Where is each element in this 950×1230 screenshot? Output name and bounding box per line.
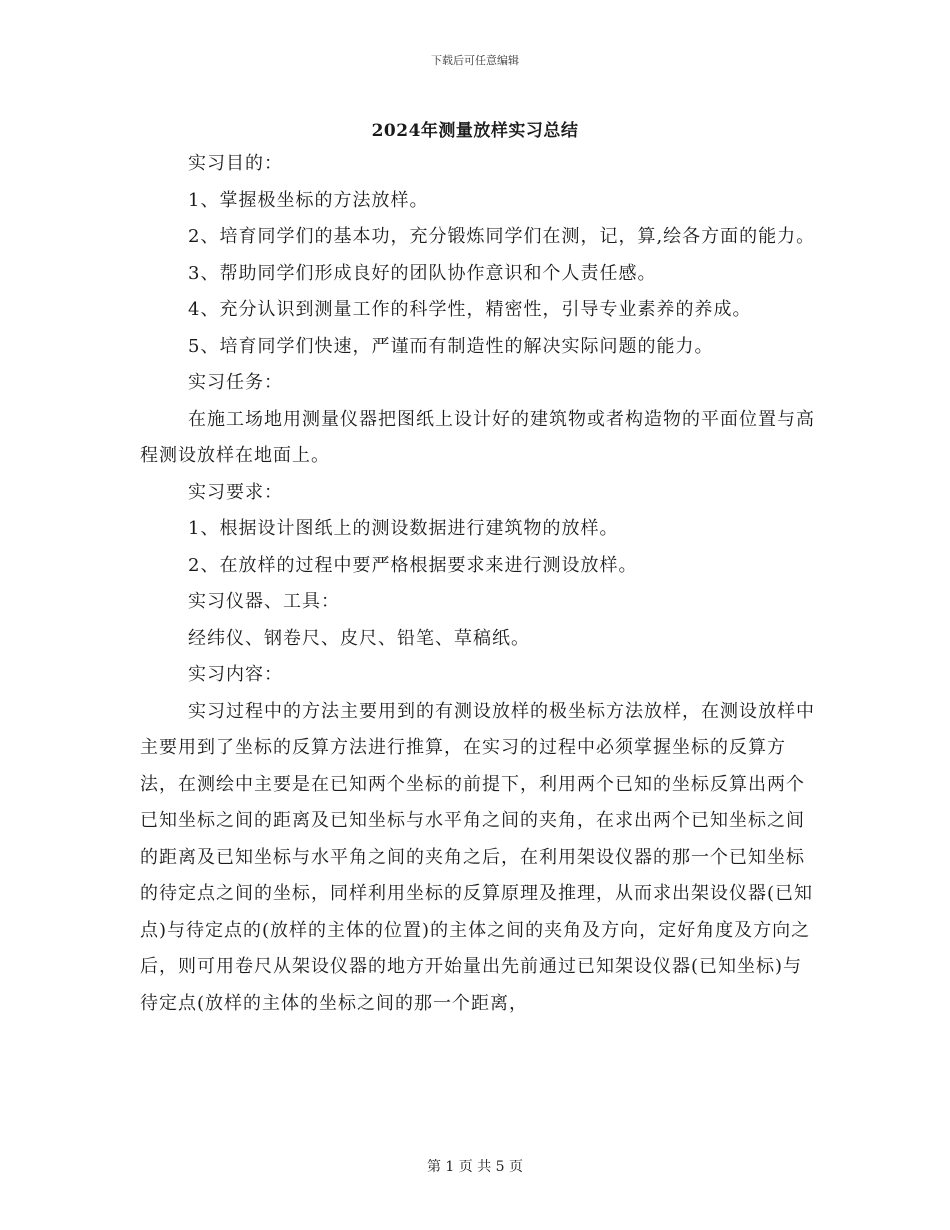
paragraph: 3、帮助同学们形成良好的团队协作意识和个人责任感。 — [188, 262, 657, 284]
paragraph: 实习过程中的方法主要用到的有测设放样的极坐标方法放样，在测设放样中主要用到了坐标的反算方法进行推算，在实习的过程中必须掌握坐标的反算方法，在测绘中主要是在已知两个坐标的前提下，利用两个已知的坐标反算出两个已知坐标之间的距离及已知坐标与水平角之间的夹角，在求出两个已知坐标之间的距离及已知坐标与水平角之间的夹角之后，在利用架设仪器的那一个已知坐标的待定点之间的坐标，同样利用坐标的反算原理及推理，从而求出架设仪器(已知点)与待定点的(放样的主体的位置)的主体之间的夹角及方向，定好角度及方向之后，则可用卷尺从架设仪器的地方开始量出先前通过已知架设仪器(已知坐标)与待定点(放样的主体的坐标之间的那一个距离， — [140, 700, 815, 1014]
paragraph: 1、根据设计图纸上的测设数据进行建筑物的放样。 — [188, 518, 619, 539]
section-heading-purpose: 实习目的： — [188, 153, 283, 174]
section-heading-instruments: 实习仪器、工具： — [188, 591, 340, 612]
page-number: 第 1 页 共 5 页 — [426, 1159, 524, 1175]
paragraph: 1、掌握极坐标的方法放样。 — [188, 189, 429, 211]
section-heading-content: 实习内容： — [188, 664, 283, 685]
document-body — [140, 146, 820, 1022]
paragraph: 经纬仪、钢卷尺、皮尺、铅笔、草稿纸。 — [188, 627, 530, 649]
document-title: 2024年测量放样实习总结 — [371, 121, 579, 141]
paragraph: 5、培育同学们快速，严谨而有制造性的解决实际问题的能力。 — [188, 335, 714, 357]
section-heading-requirements: 实习要求： — [188, 481, 283, 503]
paragraph: 2、在放样的过程中要严格根据要求来进行测设放样。 — [188, 554, 638, 576]
paragraph: 2、培育同学们的基本功，充分锻炼同学们在测，记，算,绘各方面的能力。 — [188, 226, 816, 247]
page-header-note: 下载后可任意编辑 — [431, 54, 519, 67]
section-heading-task: 实习任务： — [188, 372, 283, 393]
paragraph: 在施工场地用测量仪器把图纸上设计好的建筑物或者构造物的平面位置与高程测设放样在地面上。 — [140, 408, 815, 466]
paragraph: 4、充分认识到测量工作的科学性，精密性，引导专业素养的养成。 — [188, 299, 752, 320]
